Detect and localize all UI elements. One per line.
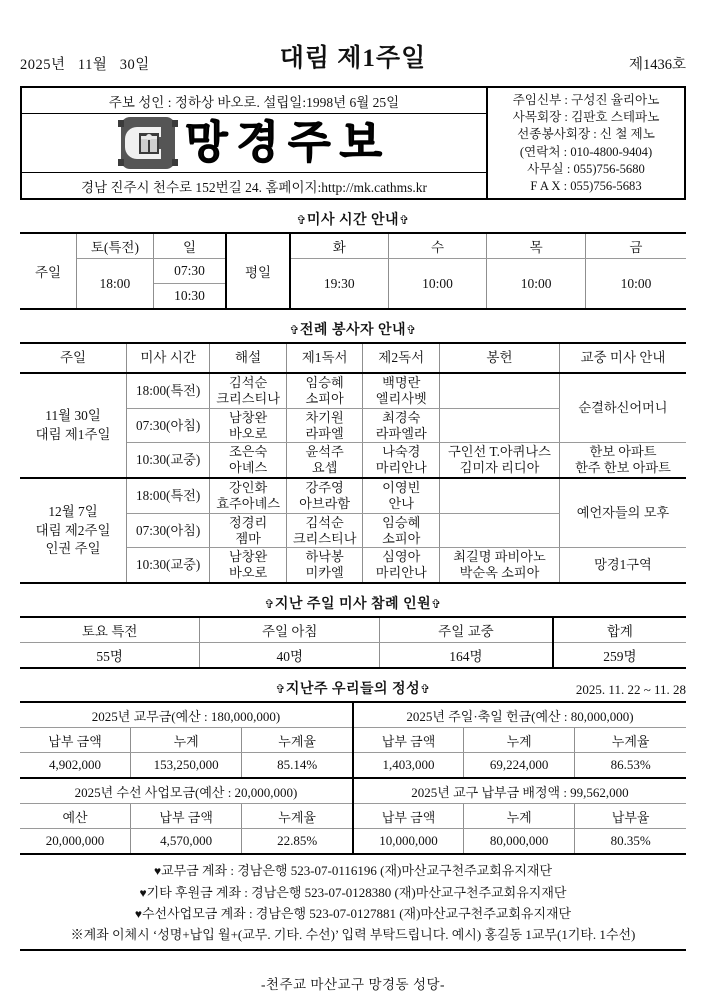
volunteers-heading: ✞전례 봉사자 안내✞ <box>289 323 417 338</box>
contact-phone: (연락처 : 010-4800-9404) <box>519 144 653 159</box>
row-offering <box>440 408 560 443</box>
cross-icon: ✞ <box>289 323 300 337</box>
fin-col-3-0: 납부 금액 <box>353 804 464 829</box>
row-offering: 구인선 T.아퀴나스 김미자 리디아 <box>440 443 560 478</box>
row-commentator: 남창완 바오로 <box>210 408 287 443</box>
contact-panel <box>488 88 684 198</box>
att-val-main: 164명 <box>380 643 553 669</box>
sat-time: 18:00 <box>77 259 154 310</box>
fin-val-2-2: 22.85% <box>242 829 353 855</box>
row-offering <box>440 373 560 408</box>
fin-val-1-0: 1,403,000 <box>353 753 464 779</box>
row-reading2: 임승혜 소피아 <box>363 513 440 548</box>
fin-col-2-2: 누계율 <box>242 804 353 829</box>
table-row <box>20 702 686 728</box>
table-row <box>20 478 686 513</box>
row-reading1: 임승혜 소피아 <box>286 373 363 408</box>
block-day-0 <box>20 373 127 478</box>
row-commentator: 조은숙 아녜스 <box>210 443 287 478</box>
row-offering <box>440 478 560 513</box>
att-val-sat: 55명 <box>20 643 200 669</box>
row-offering: 최길명 파비아노 박순옥 소피아 <box>440 548 560 583</box>
patron-saint-line: 주보 성인 : 정하상 바오로. 설립일:1998년 6월 25일 <box>22 88 486 114</box>
finance-table <box>20 701 686 855</box>
fin-col-2-0: 예산 <box>20 804 131 829</box>
masthead <box>20 86 686 200</box>
contact-fax: F A X : 055)756-5683 <box>530 178 642 193</box>
row-reading2: 백명란 엘리사벳 <box>363 373 440 408</box>
fin-col-0-0: 납부 금액 <box>20 728 131 753</box>
fin-val-1-1: 69,224,000 <box>464 753 575 779</box>
att-col-total: 합계 <box>553 617 686 643</box>
fin-col-3-2: 납부율 <box>575 804 686 829</box>
col-mass-time: 미사 시간 <box>127 343 210 373</box>
sun-time-2: 10:30 <box>153 284 226 310</box>
weekday-day-thu: 목 <box>487 233 586 259</box>
block-day-main-1: 12월 7일 <box>48 504 98 520</box>
table-row <box>20 753 686 779</box>
contact-service-head: 선종봉사회장 : 신 철 제노 <box>517 127 655 142</box>
church-emblem-icon <box>117 114 179 172</box>
fin-col-3-1: 누계 <box>464 804 575 829</box>
row-reading2: 최경숙 라파엘라 <box>363 408 440 443</box>
fin-caption-0: 2025년 교무금(예산 : 180,000,000) <box>20 702 353 728</box>
table-header-row <box>20 804 686 829</box>
weekday-time-thu: 10:00 <box>487 259 586 310</box>
fin-col-2-1: 납부 금액 <box>131 804 242 829</box>
cross-icon: ✞ <box>264 597 275 612</box>
row-reading2: 심영아 마리안나 <box>363 548 440 583</box>
weekday-label: 평일 <box>226 233 289 309</box>
row-time: 18:00(특전) <box>127 478 210 513</box>
row-reading2: 나숙경 마리안나 <box>363 443 440 478</box>
account-line-2: ♥수선사업모금 계좌 : 경남은행 523-07-0127881 (재)마산교구천주교회유지재단 <box>134 906 572 921</box>
sunday-label: 주일 <box>20 233 77 309</box>
row-commentator: 남창완 바오로 <box>210 548 287 583</box>
col-reading2: 제2독서 <box>363 343 440 373</box>
block-day-main-0: 11월 30일 <box>45 408 101 424</box>
row-reading1: 김석순 크리스티나 <box>286 513 363 548</box>
row-commentator: 정경리 젬마 <box>210 513 287 548</box>
table-header-row <box>20 728 686 753</box>
contact-pastor: 주임신부 : 구성진 율리아노 <box>512 93 660 108</box>
table-row <box>20 643 686 669</box>
contact-office: 사무실 : 055)756-5680 <box>527 161 645 176</box>
fin-val-3-2: 80.35% <box>575 829 686 855</box>
issue-number: 제1436호 <box>628 57 686 73</box>
contact-council-head: 사목회장 : 김판호 스테파노 <box>512 110 660 125</box>
sun-time-1: 07:30 <box>153 259 226 284</box>
weekday-day-tue: 화 <box>290 233 389 259</box>
masthead-logo-row <box>22 114 486 173</box>
att-val-total: 259명 <box>553 643 686 669</box>
fin-col-0-1: 누계 <box>131 728 242 753</box>
church-address: 경남 진주시 천수로 152번길 24. 홈페이지:http://mk.cathms.kr <box>80 180 428 195</box>
block-day-sub-0: 대림 제1주일 <box>35 426 111 442</box>
col-offering: 봉헌 <box>440 343 560 373</box>
mass-schedule-heading: ✞미사 시간 안내✞ <box>296 213 410 228</box>
bulletin-name: 망경주보 <box>184 117 391 168</box>
col-day: 주일 <box>20 343 127 373</box>
block-day-1 <box>20 478 127 583</box>
row-reading1: 윤석주 요셉 <box>286 443 363 478</box>
table-header-row <box>20 343 686 373</box>
row-offering <box>440 513 560 548</box>
row-time: 10:30(교중) <box>127 548 210 583</box>
attendance-heading: ✞지난 주일 미사 참례 인원✞ <box>264 597 442 613</box>
weekday-time-tue: 19:30 <box>290 259 389 310</box>
row-time: 07:30(아침) <box>127 513 210 548</box>
weekday-time-fri: 10:00 <box>585 259 686 310</box>
cross-icon: ✞ <box>399 213 410 227</box>
row-reading1: 강주영 아브라함 <box>286 478 363 513</box>
heart-icon: ♥ <box>134 907 142 921</box>
attendance-table <box>20 616 686 669</box>
cross-icon: ✞ <box>431 597 442 612</box>
issue-date: 2025년 11월 30일 <box>20 57 150 73</box>
row-notice: 망경1구역 <box>559 548 686 583</box>
table-row <box>20 829 686 855</box>
fin-col-1-1: 누계 <box>464 728 575 753</box>
finance-heading: ✞지난주 우리들의 정성✞ <box>275 682 431 698</box>
page-title: 대림 제1주일 <box>279 45 427 72</box>
row-reading1: 하낙봉 미카엘 <box>286 548 363 583</box>
finance-heading-row <box>20 678 686 698</box>
finance-period: 2025. 11. 22 ~ 11. 28 <box>575 682 686 698</box>
page-footer: -천주교 마산교구 망경동 성당- <box>260 977 446 993</box>
att-col-sat: 토요 특전 <box>20 617 200 643</box>
row-time: 10:30(교중) <box>127 443 210 478</box>
sat-label: 토(특전) <box>77 233 154 259</box>
row-time: 18:00(특전) <box>127 373 210 408</box>
cross-icon: ✞ <box>420 682 431 697</box>
row-notice: 한보 아파트 한주 한보 아파트 <box>559 443 686 478</box>
fin-val-3-0: 10,000,000 <box>353 829 464 855</box>
fin-val-2-0: 20,000,000 <box>20 829 131 855</box>
fin-col-1-0: 납부 금액 <box>353 728 464 753</box>
fin-val-3-1: 80,000,000 <box>464 829 575 855</box>
table-row <box>20 373 686 408</box>
sun-label: 일 <box>153 233 226 259</box>
transfer-note: ※계좌 이체시 ‘성명+납입 월+(교무. 기타. 수선)’ 입력 부탁드립니다. 예시) 홍길동 1교무(1기타. 1수선) <box>70 927 636 943</box>
fin-val-1-2: 86.53% <box>575 753 686 779</box>
cross-icon: ✞ <box>296 213 307 227</box>
heart-icon: ♥ <box>139 885 147 900</box>
weekday-day-fri: 금 <box>585 233 686 259</box>
account-line-1: ♥기타 후원금 계좌 : 경남은행 523-07-0128380 (재)마산교구천주교회유지재단 <box>139 884 567 900</box>
fin-val-0-0: 4,902,000 <box>20 753 131 779</box>
fin-caption-3: 2025년 교구 납부금 배정액 : 99,562,000 <box>353 778 686 804</box>
col-reading1: 제1독서 <box>286 343 363 373</box>
block-day-sub-1: 대림 제2주일 <box>35 522 111 538</box>
col-notice: 교중 미사 안내 <box>559 343 686 373</box>
volunteers-table <box>20 342 686 584</box>
fin-caption-2: 2025년 수선 사업모금(예산 : 20,000,000) <box>20 778 353 804</box>
row-reading1: 차기원 라파엘 <box>286 408 363 443</box>
col-commentator: 해설 <box>210 343 287 373</box>
fin-col-0-2: 누계율 <box>242 728 353 753</box>
fin-val-2-1: 4,570,000 <box>131 829 242 855</box>
fin-val-0-2: 85.14% <box>242 753 353 779</box>
row-time: 07:30(아침) <box>127 408 210 443</box>
att-val-morning: 40명 <box>200 643 380 669</box>
row-reading2: 이영빈 안나 <box>363 478 440 513</box>
weekday-time-wed: 10:00 <box>388 259 487 310</box>
table-row <box>20 778 686 804</box>
row-notice-top: 순결하신어머니 <box>559 373 686 443</box>
masthead-left <box>22 88 488 198</box>
row-commentator: 강인화 효주아녜스 <box>210 478 287 513</box>
account-line-0: ♥교무금 계좌 : 경남은행 523-07-0116196 (재)마산교구천주교회유지재단 <box>153 863 553 879</box>
att-col-morning: 주일 아침 <box>200 617 380 643</box>
weekday-day-wed: 수 <box>388 233 487 259</box>
heart-icon: ♥ <box>153 864 162 879</box>
mass-schedule-table <box>20 232 686 310</box>
row-notice-top: 예언자들의 모후 <box>559 478 686 548</box>
table-header-row <box>20 617 686 643</box>
row-commentator: 김석순 크리스티나 <box>210 373 287 408</box>
account-notes <box>20 860 686 945</box>
cross-icon: ✞ <box>275 682 286 697</box>
fin-val-0-1: 153,250,000 <box>131 753 242 779</box>
att-col-main: 주일 교중 <box>380 617 553 643</box>
fin-caption-1: 2025년 주일·축일 헌금(예산 : 80,000,000) <box>353 702 686 728</box>
block-day-sub2-1: 인권 주일 <box>45 540 101 556</box>
fin-col-1-2: 누계율 <box>575 728 686 753</box>
cross-icon: ✞ <box>406 323 417 337</box>
bottom-rule <box>20 949 686 951</box>
